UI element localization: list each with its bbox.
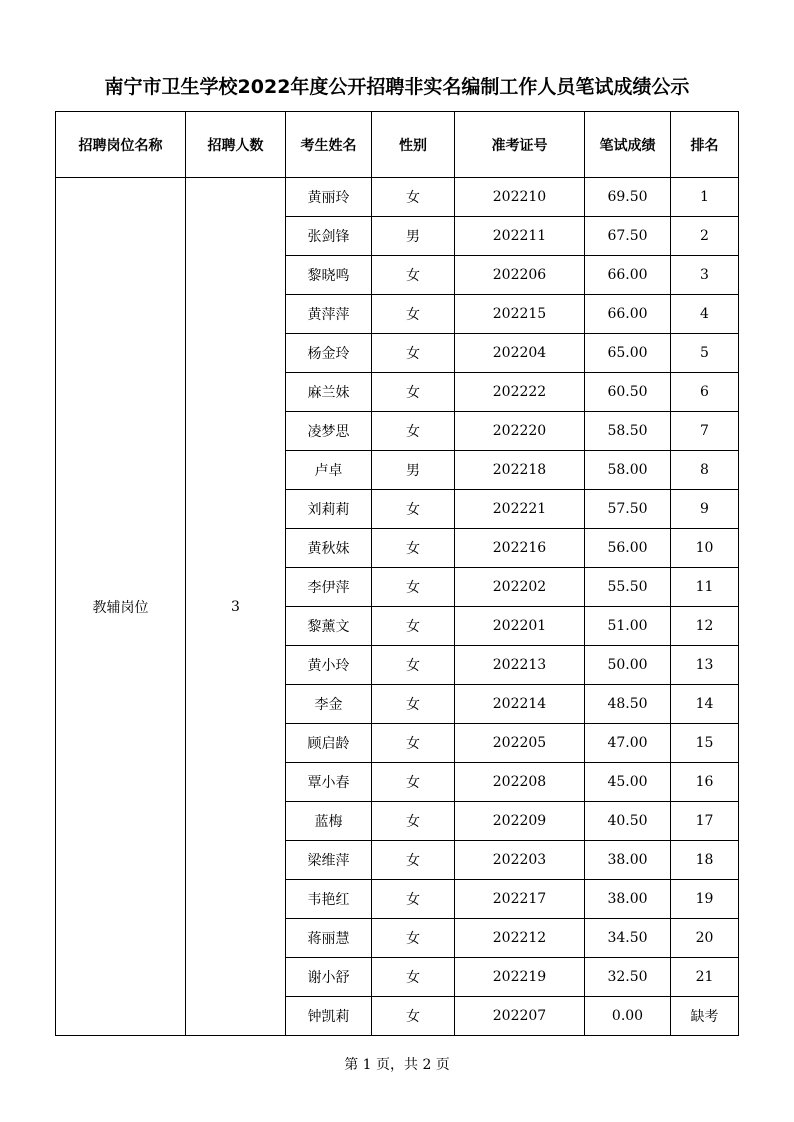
gender-cell: 女 xyxy=(372,529,455,568)
name-cell: 刘莉莉 xyxy=(286,490,372,529)
exam-id-cell: 202204 xyxy=(455,334,585,373)
rank-cell: 1 xyxy=(671,178,739,217)
rank-cell: 13 xyxy=(671,646,739,685)
score-cell: 34.50 xyxy=(585,919,671,958)
exam-id-cell: 202212 xyxy=(455,919,585,958)
exam-id-cell: 202203 xyxy=(455,841,585,880)
rank-cell: 11 xyxy=(671,568,739,607)
header-position: 招聘岗位名称 xyxy=(56,112,186,178)
rank-cell: 9 xyxy=(671,490,739,529)
exam-id-cell: 202213 xyxy=(455,646,585,685)
rank-cell: 14 xyxy=(671,685,739,724)
score-cell: 58.00 xyxy=(585,451,671,490)
gender-cell: 女 xyxy=(372,802,455,841)
exam-id-cell: 202206 xyxy=(455,256,585,295)
rank-cell: 16 xyxy=(671,763,739,802)
score-cell: 57.50 xyxy=(585,490,671,529)
name-cell: 钟凯莉 xyxy=(286,997,372,1036)
exam-id-cell: 202207 xyxy=(455,997,585,1036)
exam-id-cell: 202215 xyxy=(455,295,585,334)
rank-cell: 10 xyxy=(671,529,739,568)
gender-cell: 女 xyxy=(372,919,455,958)
name-cell: 黎晓鸣 xyxy=(286,256,372,295)
name-cell: 李金 xyxy=(286,685,372,724)
gender-cell: 男 xyxy=(372,451,455,490)
rank-cell: 2 xyxy=(671,217,739,256)
name-cell: 谢小舒 xyxy=(286,958,372,997)
gender-cell: 女 xyxy=(372,607,455,646)
exam-id-cell: 202214 xyxy=(455,685,585,724)
table-row xyxy=(56,178,739,217)
gender-cell: 女 xyxy=(372,958,455,997)
score-cell: 66.00 xyxy=(585,256,671,295)
exam-id-cell: 202217 xyxy=(455,880,585,919)
header-score: 笔试成绩 xyxy=(585,112,671,178)
name-cell: 李伊萍 xyxy=(286,568,372,607)
rank-cell: 17 xyxy=(671,802,739,841)
gender-cell: 女 xyxy=(372,412,455,451)
score-cell: 40.50 xyxy=(585,802,671,841)
score-cell: 48.50 xyxy=(585,685,671,724)
name-cell: 黄秋妹 xyxy=(286,529,372,568)
name-cell: 梁维萍 xyxy=(286,841,372,880)
score-cell: 38.00 xyxy=(585,841,671,880)
header-rank: 排名 xyxy=(671,112,739,178)
gender-cell: 女 xyxy=(372,295,455,334)
header-name: 考生姓名 xyxy=(286,112,372,178)
score-cell: 55.50 xyxy=(585,568,671,607)
name-cell: 黄丽玲 xyxy=(286,178,372,217)
score-cell: 51.00 xyxy=(585,607,671,646)
exam-id-cell: 202220 xyxy=(455,412,585,451)
rank-cell: 6 xyxy=(671,373,739,412)
score-cell: 38.00 xyxy=(585,880,671,919)
name-cell: 黎薰文 xyxy=(286,607,372,646)
exam-id-cell: 202210 xyxy=(455,178,585,217)
exam-id-cell: 202221 xyxy=(455,490,585,529)
score-cell: 47.00 xyxy=(585,724,671,763)
position-cell: 教辅岗位 xyxy=(56,178,186,1036)
score-cell: 65.00 xyxy=(585,334,671,373)
score-cell: 45.00 xyxy=(585,763,671,802)
name-cell: 韦艳红 xyxy=(286,880,372,919)
rank-cell: 12 xyxy=(671,607,739,646)
exam-id-cell: 202218 xyxy=(455,451,585,490)
count-cell: 3 xyxy=(186,178,286,1036)
gender-cell: 女 xyxy=(372,724,455,763)
gender-cell: 女 xyxy=(372,490,455,529)
gender-cell: 女 xyxy=(372,841,455,880)
gender-cell: 女 xyxy=(372,880,455,919)
gender-cell: 女 xyxy=(372,256,455,295)
rank-cell: 21 xyxy=(671,958,739,997)
name-cell: 麻兰妹 xyxy=(286,373,372,412)
score-cell: 56.00 xyxy=(585,529,671,568)
name-cell: 凌梦思 xyxy=(286,412,372,451)
header-exam-id: 准考证号 xyxy=(455,112,585,178)
rank-cell: 4 xyxy=(671,295,739,334)
rank-cell: 15 xyxy=(671,724,739,763)
exam-id-cell: 202205 xyxy=(455,724,585,763)
exam-id-cell: 202209 xyxy=(455,802,585,841)
gender-cell: 女 xyxy=(372,334,455,373)
page-footer: 第 1 页，共 2 页 xyxy=(344,1057,450,1073)
score-cell: 50.00 xyxy=(585,646,671,685)
rank-cell: 19 xyxy=(671,880,739,919)
score-cell: 66.00 xyxy=(585,295,671,334)
name-cell: 顾启龄 xyxy=(286,724,372,763)
score-cell: 69.50 xyxy=(585,178,671,217)
gender-cell: 女 xyxy=(372,568,455,607)
header-gender: 性别 xyxy=(372,112,455,178)
rank-cell: 20 xyxy=(671,919,739,958)
gender-cell: 女 xyxy=(372,178,455,217)
gender-cell: 女 xyxy=(372,646,455,685)
score-cell: 0.00 xyxy=(585,997,671,1036)
name-cell: 黄萍萍 xyxy=(286,295,372,334)
name-cell: 覃小春 xyxy=(286,763,372,802)
rank-cell: 3 xyxy=(671,256,739,295)
gender-cell: 男 xyxy=(372,217,455,256)
exam-id-cell: 202219 xyxy=(455,958,585,997)
score-cell: 58.50 xyxy=(585,412,671,451)
exam-id-cell: 202222 xyxy=(455,373,585,412)
score-cell: 60.50 xyxy=(585,373,671,412)
exam-id-cell: 202216 xyxy=(455,529,585,568)
rank-cell: 5 xyxy=(671,334,739,373)
gender-cell: 女 xyxy=(372,997,455,1036)
header-row xyxy=(56,112,739,178)
exam-id-cell: 202201 xyxy=(455,607,585,646)
name-cell: 张剑锋 xyxy=(286,217,372,256)
score-cell: 32.50 xyxy=(585,958,671,997)
rank-cell: 8 xyxy=(671,451,739,490)
exam-id-cell: 202211 xyxy=(455,217,585,256)
exam-id-cell: 202202 xyxy=(455,568,585,607)
rank-cell: 缺考 xyxy=(671,997,739,1036)
name-cell: 杨金玲 xyxy=(286,334,372,373)
exam-id-cell: 202208 xyxy=(455,763,585,802)
results-table xyxy=(55,111,739,1036)
name-cell: 卢卓 xyxy=(286,451,372,490)
name-cell: 蒋丽慧 xyxy=(286,919,372,958)
score-cell: 67.50 xyxy=(585,217,671,256)
name-cell: 蓝梅 xyxy=(286,802,372,841)
gender-cell: 女 xyxy=(372,373,455,412)
gender-cell: 女 xyxy=(372,685,455,724)
gender-cell: 女 xyxy=(372,763,455,802)
header-count: 招聘人数 xyxy=(186,112,286,178)
rank-cell: 7 xyxy=(671,412,739,451)
name-cell: 黄小玲 xyxy=(286,646,372,685)
rank-cell: 18 xyxy=(671,841,739,880)
page-title: 南宁市卫生学校2022年度公开招聘非实名编制工作人员笔试成绩公示 xyxy=(104,76,690,98)
